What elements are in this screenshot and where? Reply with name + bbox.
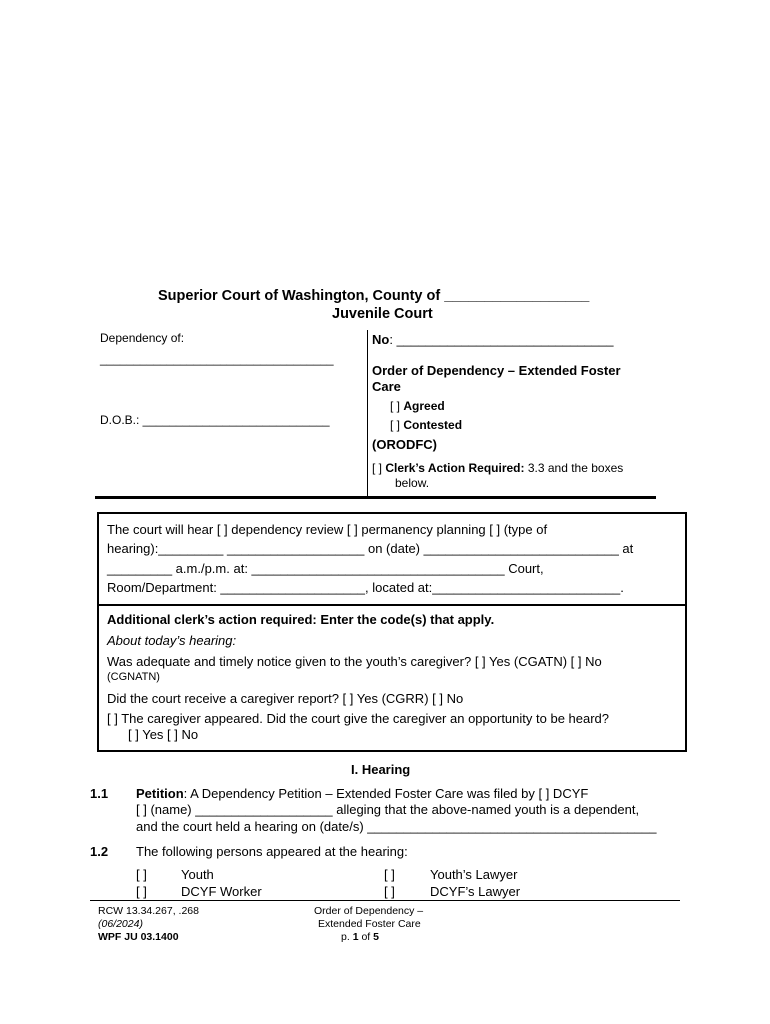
about-hearing: About today’s hearing: — [107, 633, 237, 648]
caregiver-answer: [ ] Yes [ ] No — [128, 727, 199, 742]
dcyf-lawyer-label: DCYF’s Lawyer — [430, 884, 521, 899]
youth-checkbox[interactable]: [ ] — [136, 867, 147, 882]
case-number — [372, 332, 613, 347]
hearing-line-4: Room/Department: ____________________, located at:__________________________. — [107, 580, 624, 595]
dependency-label: Dependency of: — [100, 331, 185, 345]
clerk-action-checkbox[interactable]: [ ] — [372, 461, 383, 475]
court-title: Superior Court of Washington, County of __________________ — [158, 288, 590, 304]
clerk-action-line-2: below. — [395, 476, 430, 490]
notice-question: Was adequate and timely notice given to the youth’s caregiver? [ ] Yes (CGATN) [ ] No — [107, 654, 602, 669]
contested-label: Contested — [403, 418, 463, 432]
footer-title-2: Extended Foster Care — [318, 918, 421, 930]
order-title-2: Care — [372, 379, 401, 394]
page-total: 5 — [373, 931, 379, 943]
contested-checkbox[interactable]: [ ] — [390, 418, 401, 432]
report-question: Did the court receive a caregiver report? [ ] Yes (CGRR) [ ] No — [107, 691, 464, 706]
footer-title-1: Order of Dependency – — [314, 905, 424, 917]
clerk-action-label: Clerk’s Action Required: — [385, 461, 525, 475]
para-1-1-number: 1.1 — [90, 786, 109, 801]
hearing-line-2: hearing):_________ ___________________ on (date) ___________________________ at — [107, 541, 634, 556]
agreed-option — [390, 399, 445, 413]
case-number-label: No — [372, 332, 390, 347]
caption-divider — [367, 330, 368, 497]
caption-bottom-rule — [95, 496, 656, 499]
hearing-line-3: _________ a.m./p.m. at: ___________________________________ Court, — [107, 561, 544, 576]
petition-label: Petition — [136, 786, 184, 801]
footer-rule — [90, 900, 680, 901]
contested-option — [390, 418, 462, 432]
para-1-1-line-3: and the court held a hearing on (date/s) ________________________________________ — [136, 819, 657, 834]
para-1-1-line-2: [ ] (name) ___________________ alleging that the above-named youth is a dependent, — [136, 802, 640, 817]
clerk-codes-heading: Additional clerk’s action required: Enter the code(s) that apply. — [107, 612, 495, 627]
page-prefix: p. — [341, 931, 353, 943]
dcyf-worker-checkbox[interactable]: [ ] — [136, 884, 147, 899]
page-number: 1 — [352, 931, 359, 943]
case-number-line: : ______________________________ — [389, 332, 614, 347]
order-title-1: Order of Dependency – Extended Foster — [372, 363, 621, 378]
youth-lawyer-checkbox[interactable]: [ ] — [384, 867, 395, 882]
para-1-2-text: The following persons appeared at the hearing: — [136, 844, 408, 859]
section-heading: I. Hearing — [351, 762, 411, 777]
clerk-action-line — [372, 461, 623, 475]
hearing-line-1: The court will hear [ ] dependency review [ ] permanency planning [ ] (type of — [107, 522, 548, 537]
footer-date: (06/2024) — [98, 918, 143, 930]
footer-page — [341, 931, 379, 943]
caregiver-question: [ ] The caregiver appeared. Did the court give the caregiver an opportunity to be heard? — [107, 711, 610, 726]
petition-text: : A Dependency Petition – Extended Foster Care was filed by [ ] DCYF — [183, 786, 589, 801]
footer-rcw: RCW 13.34.267, .268 — [98, 905, 199, 917]
name-line: ___________________________________ — [100, 352, 334, 366]
court-subtitle: Juvenile Court — [332, 306, 433, 322]
form-code: (ORODFC) — [372, 437, 437, 452]
clerk-action-text: 3.3 and the boxes — [524, 461, 624, 475]
youth-lawyer-label: Youth’s Lawyer — [430, 867, 518, 882]
para-1-1-line-1 — [136, 786, 588, 801]
dcyf-lawyer-checkbox[interactable]: [ ] — [384, 884, 395, 899]
notice-question-cont: (CGNATN) — [107, 671, 160, 683]
footer-form-number: WPF JU 03.1400 — [98, 931, 179, 943]
page-of: of — [358, 931, 374, 943]
dcyf-worker-label: DCYF Worker — [181, 884, 262, 899]
agreed-checkbox[interactable]: [ ] — [390, 399, 401, 413]
dob-field: D.O.B.: ____________________________ — [100, 413, 330, 427]
para-1-2-number: 1.2 — [90, 844, 109, 859]
agreed-label: Agreed — [403, 399, 445, 413]
youth-label: Youth — [181, 867, 214, 882]
